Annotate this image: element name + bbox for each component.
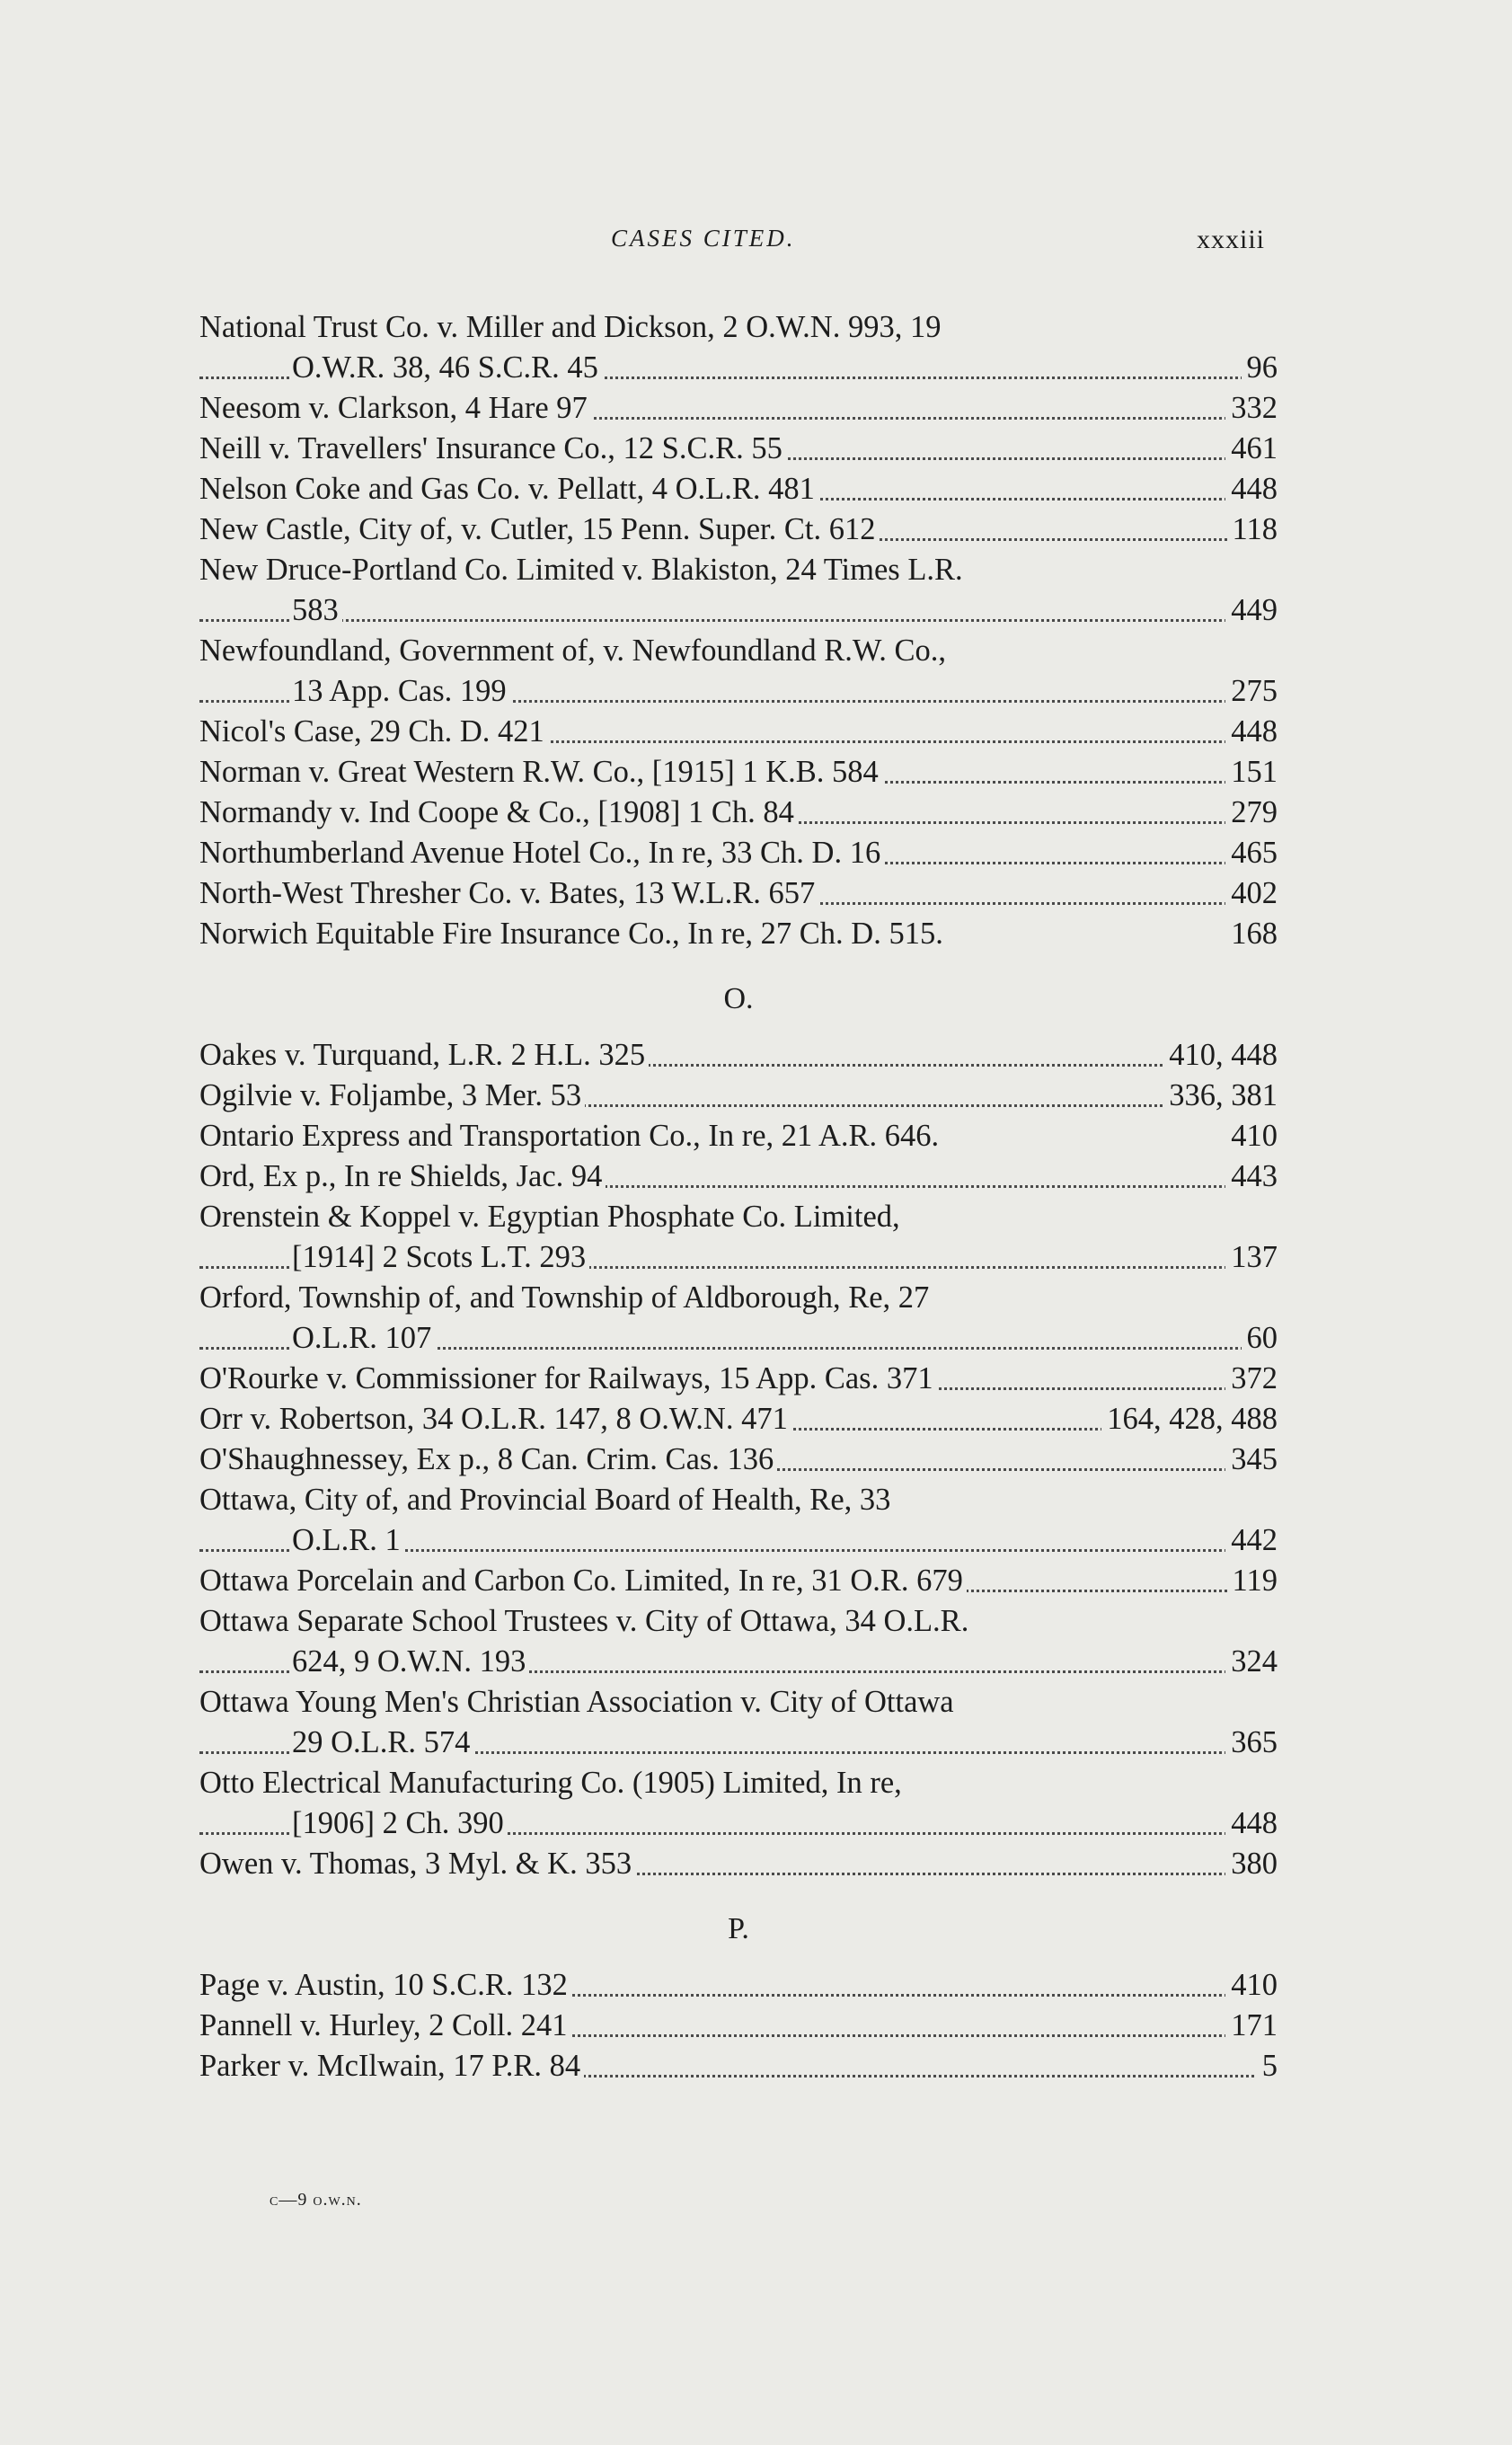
case-line xyxy=(199,1278,1278,1318)
case-citation: Newfoundland, Government of, v. Newfoundland R.W. Co., xyxy=(199,633,950,668)
case-line xyxy=(199,1156,1278,1197)
case-page-ref: 448 xyxy=(1225,712,1278,752)
case-page-ref: 461 xyxy=(1225,429,1278,469)
case-citation: Orenstein & Koppel v. Egyptian Phosphate Co. Limited, xyxy=(199,1200,904,1234)
case-citation: O'Rourke v. Commissioner for Railways, 15 App. Cas. 371 xyxy=(199,1361,937,1395)
case-entry xyxy=(199,1440,1278,1480)
case-citation: Ottawa Young Men's Christian Association v. City of Ottawa xyxy=(199,1685,958,1719)
case-line xyxy=(199,631,1278,671)
case-page-ref: 279 xyxy=(1225,793,1278,833)
running-head-title: CASES CITED. xyxy=(611,225,796,252)
case-citation: Ord, Ex p., In re Shields, Jac. 94 xyxy=(199,1159,606,1193)
case-citation: North-West Thresher Co. v. Bates, 13 W.L.R. 657 xyxy=(199,876,818,910)
case-citation: Orr v. Robertson, 34 O.L.R. 147, 8 O.W.N. 471 xyxy=(199,1402,791,1436)
case-citation: Norman v. Great Western R.W. Co., [1915] 1 K.B. 584 xyxy=(199,755,882,789)
case-citation: Northumberland Avenue Hotel Co., In re, 33 Ch. D. 16 xyxy=(199,836,884,870)
case-entry xyxy=(199,1156,1278,1197)
case-entry xyxy=(199,793,1278,833)
section-letter: P. xyxy=(728,1912,749,1945)
case-entry xyxy=(199,1844,1278,1884)
case-entry xyxy=(199,1480,1278,1561)
case-entry xyxy=(199,1561,1278,1601)
signature-mark: c—9 o.w.n. xyxy=(270,2190,362,2210)
case-entry xyxy=(199,873,1278,914)
case-page-ref: 151 xyxy=(1225,752,1278,793)
case-line xyxy=(199,793,1278,833)
case-citation: 29 O.L.R. 574 xyxy=(292,1725,473,1759)
case-line xyxy=(199,1197,1278,1237)
dot-leader xyxy=(199,619,1278,622)
case-citation: 13 App. Cas. 199 xyxy=(292,674,510,708)
case-page-ref: 410 xyxy=(1225,1965,1278,2006)
case-page-ref: 118 xyxy=(1227,509,1278,550)
case-line xyxy=(199,1076,1278,1116)
case-citation: Ottawa Separate School Trustees v. City of Ottawa, 34 O.L.R. xyxy=(199,1604,972,1638)
case-entry xyxy=(199,550,1278,631)
case-citation: Page v. Austin, 10 S.C.R. 132 xyxy=(199,1968,571,2002)
case-line xyxy=(199,1520,1278,1561)
case-entry xyxy=(199,1965,1278,2006)
case-entry xyxy=(199,1278,1278,1359)
case-page-ref: 336, 381 xyxy=(1163,1076,1278,1116)
case-line xyxy=(199,388,1278,429)
case-entry xyxy=(199,1682,1278,1763)
case-page-ref: 171 xyxy=(1225,2006,1278,2046)
case-citation: Parker v. McIlwain, 17 P.R. 84 xyxy=(199,2049,584,2083)
case-line xyxy=(199,1763,1278,1803)
case-page-ref: 442 xyxy=(1225,1520,1278,1561)
case-line xyxy=(199,2006,1278,2046)
case-line xyxy=(199,2046,1278,2086)
case-citation: New Druce-Portland Co. Limited v. Blakiston, 24 Times L.R. xyxy=(199,553,967,587)
case-page-ref: 332 xyxy=(1225,388,1278,429)
case-page-ref: 448 xyxy=(1225,1803,1278,1844)
case-page-ref: 60 xyxy=(1242,1318,1278,1359)
case-page-ref: 380 xyxy=(1225,1844,1278,1884)
case-entry xyxy=(199,307,1278,388)
case-line xyxy=(199,307,1278,348)
case-page-ref: 164, 428, 488 xyxy=(1101,1399,1278,1440)
case-entry xyxy=(199,2006,1278,2046)
case-citation: Norwich Equitable Fire Insurance Co., In re, 27 Ch. D. 515. xyxy=(199,917,943,951)
case-line xyxy=(199,348,1278,388)
case-page-ref: 410 xyxy=(1225,1116,1278,1156)
case-entry xyxy=(199,1399,1278,1440)
case-page-ref: 443 xyxy=(1225,1156,1278,1197)
case-entry xyxy=(199,833,1278,873)
case-page-ref: 402 xyxy=(1225,873,1278,914)
case-page-ref: 449 xyxy=(1225,590,1278,631)
case-citation: Neill v. Travellers' Insurance Co., 12 S.C.R. 55 xyxy=(199,431,786,465)
case-entry xyxy=(199,429,1278,469)
case-citation: Nicol's Case, 29 Ch. D. 421 xyxy=(199,714,548,749)
case-citation: National Trust Co. v. Miller and Dickson, 2 O.W.N. 993, 19 xyxy=(199,310,944,344)
case-line xyxy=(199,1116,1278,1156)
case-page-ref: 119 xyxy=(1227,1561,1278,1601)
case-citation: Ogilvie v. Foljambe, 3 Mer. 53 xyxy=(199,1078,585,1112)
case-citation: O.W.R. 38, 46 S.C.R. 45 xyxy=(292,350,602,385)
case-line xyxy=(199,1237,1278,1278)
case-line xyxy=(199,712,1278,752)
case-page-ref: 168 xyxy=(1225,914,1278,954)
case-line xyxy=(199,1601,1278,1642)
case-line xyxy=(199,1399,1278,1440)
case-entry xyxy=(199,509,1278,550)
case-page-ref: 410, 448 xyxy=(1163,1035,1278,1076)
case-line xyxy=(199,1359,1278,1399)
case-citation: O.L.R. 107 xyxy=(292,1321,435,1355)
case-line xyxy=(199,1642,1278,1682)
case-entry xyxy=(199,2046,1278,2086)
case-line xyxy=(199,1844,1278,1884)
case-line xyxy=(199,550,1278,590)
case-page-ref: 372 xyxy=(1225,1359,1278,1399)
case-citation: O.L.R. 1 xyxy=(292,1523,404,1557)
case-page-ref: 345 xyxy=(1225,1440,1278,1480)
case-line xyxy=(199,509,1278,550)
case-page-ref: 275 xyxy=(1225,671,1278,712)
case-line xyxy=(199,873,1278,914)
case-entry xyxy=(199,752,1278,793)
case-line xyxy=(199,429,1278,469)
case-entry xyxy=(199,469,1278,509)
case-entry xyxy=(199,1197,1278,1278)
case-page-ref: 5 xyxy=(1257,2046,1278,2086)
running-head xyxy=(0,225,1512,270)
case-entry xyxy=(199,1116,1278,1156)
case-page-ref: 365 xyxy=(1225,1723,1278,1763)
case-page-ref: 465 xyxy=(1225,833,1278,873)
case-entry xyxy=(199,1035,1278,1076)
case-citation: Otto Electrical Manufacturing Co. (1905) Limited, In re, xyxy=(199,1766,906,1800)
case-citation: Ontario Express and Transportation Co., In re, 21 A.R. 646. xyxy=(199,1119,940,1153)
case-citation: Nelson Coke and Gas Co. v. Pellatt, 4 O.L.R. 481 xyxy=(199,472,818,506)
case-line xyxy=(199,833,1278,873)
case-line xyxy=(199,671,1278,712)
case-line xyxy=(199,590,1278,631)
case-entry xyxy=(199,914,1278,954)
case-citation: [1906] 2 Ch. 390 xyxy=(292,1806,508,1840)
case-line xyxy=(199,469,1278,509)
case-line xyxy=(199,1561,1278,1601)
case-page-ref: 448 xyxy=(1225,469,1278,509)
case-entry xyxy=(199,1359,1278,1399)
case-page-ref: 137 xyxy=(1225,1237,1278,1278)
case-citation: Oakes v. Turquand, L.R. 2 H.L. 325 xyxy=(199,1038,649,1072)
case-line xyxy=(199,1803,1278,1844)
case-citation: Pannell v. Hurley, 2 Coll. 241 xyxy=(199,2008,571,2042)
case-page-ref: 324 xyxy=(1225,1642,1278,1682)
case-citation: Neesom v. Clarkson, 4 Hare 97 xyxy=(199,391,591,425)
case-citation: 583 xyxy=(292,593,342,627)
case-citation: Ottawa, City of, and Provincial Board of Health, Re, 33 xyxy=(199,1483,894,1517)
case-line xyxy=(199,1035,1278,1076)
case-line xyxy=(199,1965,1278,2006)
case-citation: [1914] 2 Scots L.T. 293 xyxy=(292,1240,589,1274)
case-entry xyxy=(199,631,1278,712)
case-line xyxy=(199,1440,1278,1480)
case-citation: Orford, Township of, and Township of Aldborough, Re, 27 xyxy=(199,1280,933,1315)
cases-list xyxy=(199,307,1278,2086)
case-citation: 624, 9 O.W.N. 193 xyxy=(292,1644,529,1679)
case-citation: New Castle, City of, v. Cutler, 15 Penn. Super. Ct. 612 xyxy=(199,512,879,546)
case-citation: O'Shaughnessey, Ex p., 8 Can. Crim. Cas. 136 xyxy=(199,1442,777,1476)
case-citation: Owen v. Thomas, 3 Myl. & K. 353 xyxy=(199,1847,635,1881)
case-entry xyxy=(199,1763,1278,1844)
case-line xyxy=(199,752,1278,793)
case-citation: Ottawa Porcelain and Carbon Co. Limited, In re, 31 O.R. 679 xyxy=(199,1564,967,1598)
case-line xyxy=(199,1480,1278,1520)
page-number: xxxiii xyxy=(1196,225,1265,254)
case-entry xyxy=(199,712,1278,752)
case-entry xyxy=(199,388,1278,429)
case-line xyxy=(199,1318,1278,1359)
case-entry xyxy=(199,1601,1278,1682)
case-entry xyxy=(199,1076,1278,1116)
section-letter: O. xyxy=(723,982,754,1015)
case-page-ref: 96 xyxy=(1242,348,1278,388)
case-line xyxy=(199,1682,1278,1723)
case-line xyxy=(199,914,1278,954)
case-line xyxy=(199,1723,1278,1763)
case-citation: Normandy v. Ind Coope & Co., [1908] 1 Ch. 84 xyxy=(199,795,798,829)
